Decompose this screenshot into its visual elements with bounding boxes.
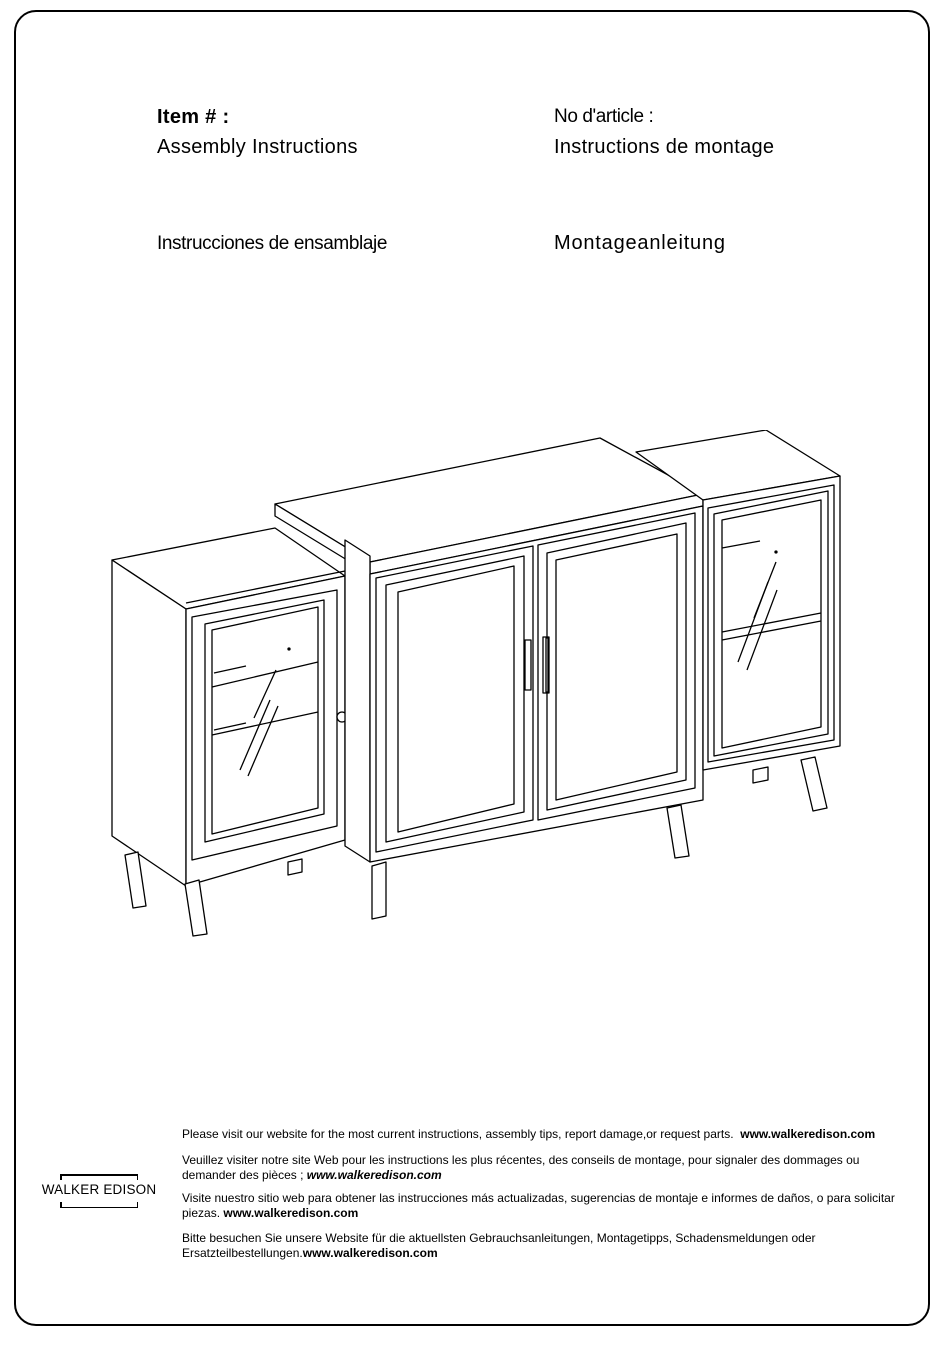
item-number-label: Item # : (157, 106, 230, 128)
logo-text: WALKER EDISON (41, 1182, 157, 1197)
footer-text-fr: Veuillez visiter notre site Web pour les instructions les plus récentes, des conseils de montage, pour signaler des dommages ou demander des pièces ; (182, 1153, 860, 1182)
assembly-instructions-title: Assembly Instructions (157, 136, 358, 158)
assembly-instructions-title-es: Instrucciones de ensamblaje (157, 233, 388, 254)
assembly-instructions-title-de: Montageanleitung (554, 232, 726, 254)
footer-text-en: Please visit our website for the most current instructions, assembly tips, report damage,or request parts. (182, 1127, 734, 1141)
website-link-de[interactable]: www.walkeredison.com (302, 1246, 438, 1260)
item-number-label-fr: No d'article : (554, 106, 654, 127)
assembly-instructions-title-fr: Instructions de montage (554, 136, 775, 158)
footer-note-de (182, 1231, 910, 1261)
footer-text-de: Bitte besuchen Sie unsere Website für die aktuellsten Gebrauchsanleitungen, Montagetipps, Schadensmeldungen oder Ersatzteilbestellungen. (182, 1231, 816, 1260)
website-link-es[interactable]: www.walkeredison.com (223, 1206, 359, 1220)
website-link-en[interactable]: www.walkeredison.com (740, 1127, 876, 1141)
sideboard-illustration (100, 430, 860, 950)
footer-text-es: Visite nuestro sitio web para obtener las instrucciones más actualizadas, sugerencias de montaje e informes de daños, o para solicitar piezas. (182, 1191, 895, 1220)
footer-note-fr (182, 1153, 910, 1183)
website-link-fr[interactable]: www.walkeredison.com (306, 1168, 442, 1182)
walker-edison-logo (40, 1174, 158, 1208)
footer-note-es (182, 1191, 910, 1221)
footer-note-en (182, 1127, 910, 1142)
